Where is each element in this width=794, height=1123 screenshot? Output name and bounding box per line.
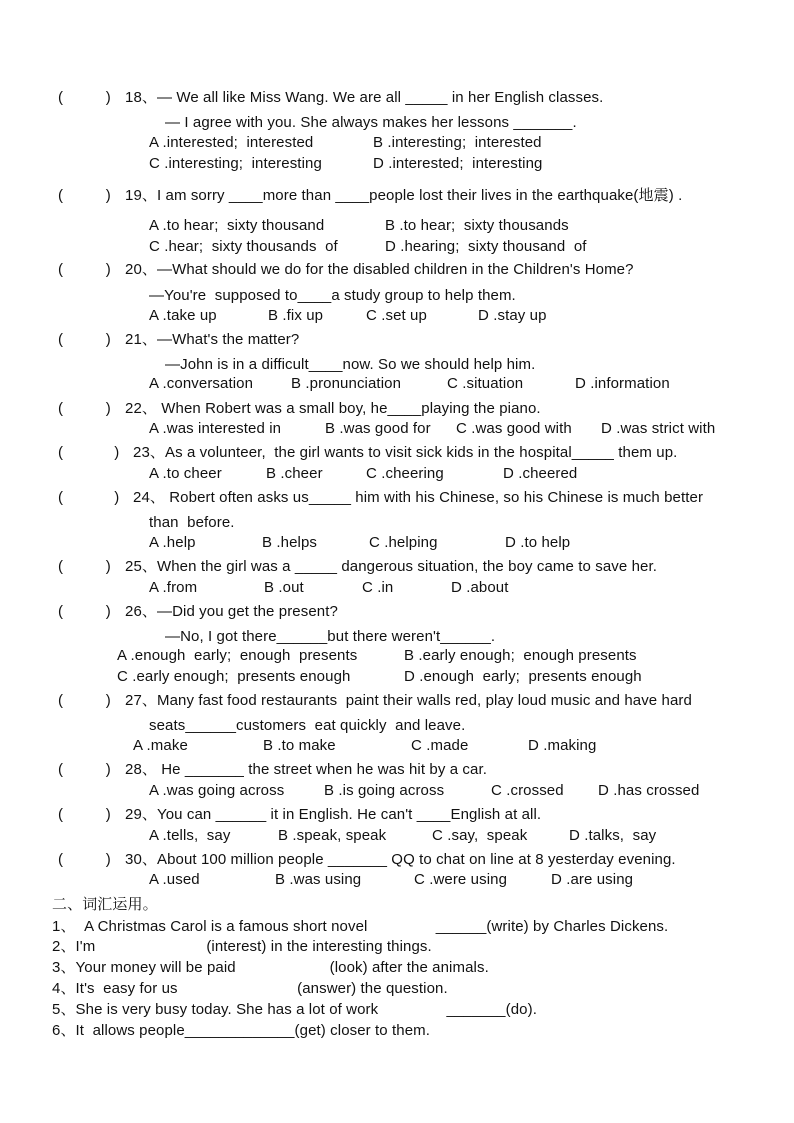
vocab-item-6: 6、It allows people_____________(get) closer to them. [52,1022,431,1039]
option-d: D .to help [505,534,571,551]
option-d: D .talks, say [569,827,657,844]
answer-paren: ( ) [58,603,111,620]
vocab-item-2: 2、I'm (interest) in the interesting things. [52,938,432,955]
vocab-item-5: 5、She is very busy today. She has a lot of work _______(do). [52,1001,537,1018]
option-c: C .say, speak [432,827,528,844]
option-a: A .conversation [149,375,254,392]
answer-paren: ( ) [58,89,111,106]
question-20-stem: 20、—What should we do for the disabled children in the Children's Home? [125,261,634,278]
option-c: C .were using [414,871,508,888]
answer-paren: ( ) [58,558,111,575]
option-d: D .information [575,375,670,392]
option-c: C .helping [369,534,438,551]
question-19-stem: 19、I am sorry ____more than ____people lost their lives in the earthquake(地震) . [125,187,683,204]
vocab-item-4: 4、It's easy for us (answer) the question. [52,980,448,997]
option-c: C .in [362,579,394,596]
option-c: C .situation [447,375,524,392]
option-d: D .has crossed [598,782,700,799]
question-29-stem: 29、You can ______ it in English. He can't ____English at all. [125,806,542,823]
vocab-item-3: 3、Your money will be paid (look) after the animals. [52,959,489,976]
option-b: B .was good for [325,420,431,437]
question-24-stem: 24、 Robert often asks us_____ him with his Chinese, so his Chinese is much better [133,489,704,506]
question-27-stem-2: seats______customers eat quickly and leave. [149,717,466,734]
option-a: A .interested; interested [149,134,314,151]
question-21-stem: 21、—What's the matter? [125,331,300,348]
option-b: B .fix up [268,307,324,324]
question-28-stem: 28、 He _______ the street when he was hit by a car. [125,761,487,778]
option-c: C .set up [366,307,427,324]
option-b: B .helps [262,534,317,551]
answer-paren: ( ) [58,444,120,461]
option-c: C .cheering [366,465,444,482]
option-b: B .cheer [266,465,323,482]
option-c: C .hear; sixty thousands of [149,238,338,255]
question-22-stem: 22、 When Robert was a small boy, he____playing the piano. [125,400,541,417]
section-title: 二、词汇运用。 [52,895,158,913]
option-b: B .to make [263,737,336,754]
question-26-stem-2: —No, I got there______but there weren't______. [165,628,496,645]
option-a: A .enough early; enough presents [117,647,358,664]
option-b: B .speak, speak [278,827,387,844]
answer-paren: ( ) [58,331,111,348]
option-b: B .early enough; enough presents [404,647,637,664]
option-b: B .to hear; sixty thousands [385,217,569,234]
answer-paren: ( ) [58,261,111,278]
answer-paren: ( ) [58,851,111,868]
answer-paren: ( ) [58,761,111,778]
option-d: D .hearing; sixty thousand of [385,238,587,255]
answer-paren: ( ) [58,692,111,709]
option-a: A .to cheer [149,465,222,482]
answer-paren: ( ) [58,187,111,204]
answer-paren: ( ) [58,806,111,823]
option-d: D .interested; interesting [373,155,543,172]
answer-paren: ( ) [58,489,120,506]
option-a: A .tells, say [149,827,231,844]
option-c: C .was good with [456,420,572,437]
option-a: A .was interested in [149,420,282,437]
option-a: A .from [149,579,198,596]
option-d: D .enough early; presents enough [404,668,642,685]
question-30-stem: 30、About 100 million people _______ QQ to chat on line at 8 yesterday evening. [125,851,676,868]
question-20-stem-2: —You're supposed to____a study group to help them. [149,287,516,304]
option-d: D .are using [551,871,634,888]
question-21-stem-2: —John is in a difficult____now. So we should help him. [165,356,536,373]
option-a: A .take up [149,307,217,324]
question-24-stem-2: than before. [149,514,235,531]
option-a: A .was going across [149,782,285,799]
option-d: D .was strict with [601,420,716,437]
option-b: B .is going across [324,782,445,799]
option-c: C .early enough; presents enough [117,668,351,685]
option-d: D .about [451,579,509,596]
option-c: C .interesting; interesting [149,155,322,172]
option-a: A .help [149,534,196,551]
option-c: C .crossed [491,782,564,799]
option-b: B .was using [275,871,362,888]
option-c: C .made [411,737,469,754]
question-27-stem: 27、Many fast food restaurants paint their walls red, play loud music and have hard [125,692,692,709]
question-18-stem-2: — I agree with you. She always makes her lessons _______. [165,114,577,131]
option-d: D .stay up [478,307,547,324]
option-b: B .interesting; interested [373,134,542,151]
option-d: D .making [528,737,597,754]
option-b: B .out [264,579,304,596]
option-d: D .cheered [503,465,578,482]
vocab-item-1: 1、 A Christmas Carol is a famous short novel ______(write) by Charles Dickens. [52,918,669,935]
option-b: B .pronunciation [291,375,402,392]
option-a: A .used [149,871,200,888]
option-a: A .make [133,737,188,754]
question-26-stem: 26、—Did you get the present? [125,603,338,620]
question-25-stem: 25、When the girl was a _____ dangerous situation, the boy came to save her. [125,558,657,575]
question-23-stem: 23、As a volunteer, the girl wants to visit sick kids in the hospital_____ them up. [133,444,678,461]
answer-paren: ( ) [58,400,111,417]
question-18-stem: 18、— We all like Miss Wang. We are all _____ in her English classes. [125,89,604,106]
option-a: A .to hear; sixty thousand [149,217,325,234]
